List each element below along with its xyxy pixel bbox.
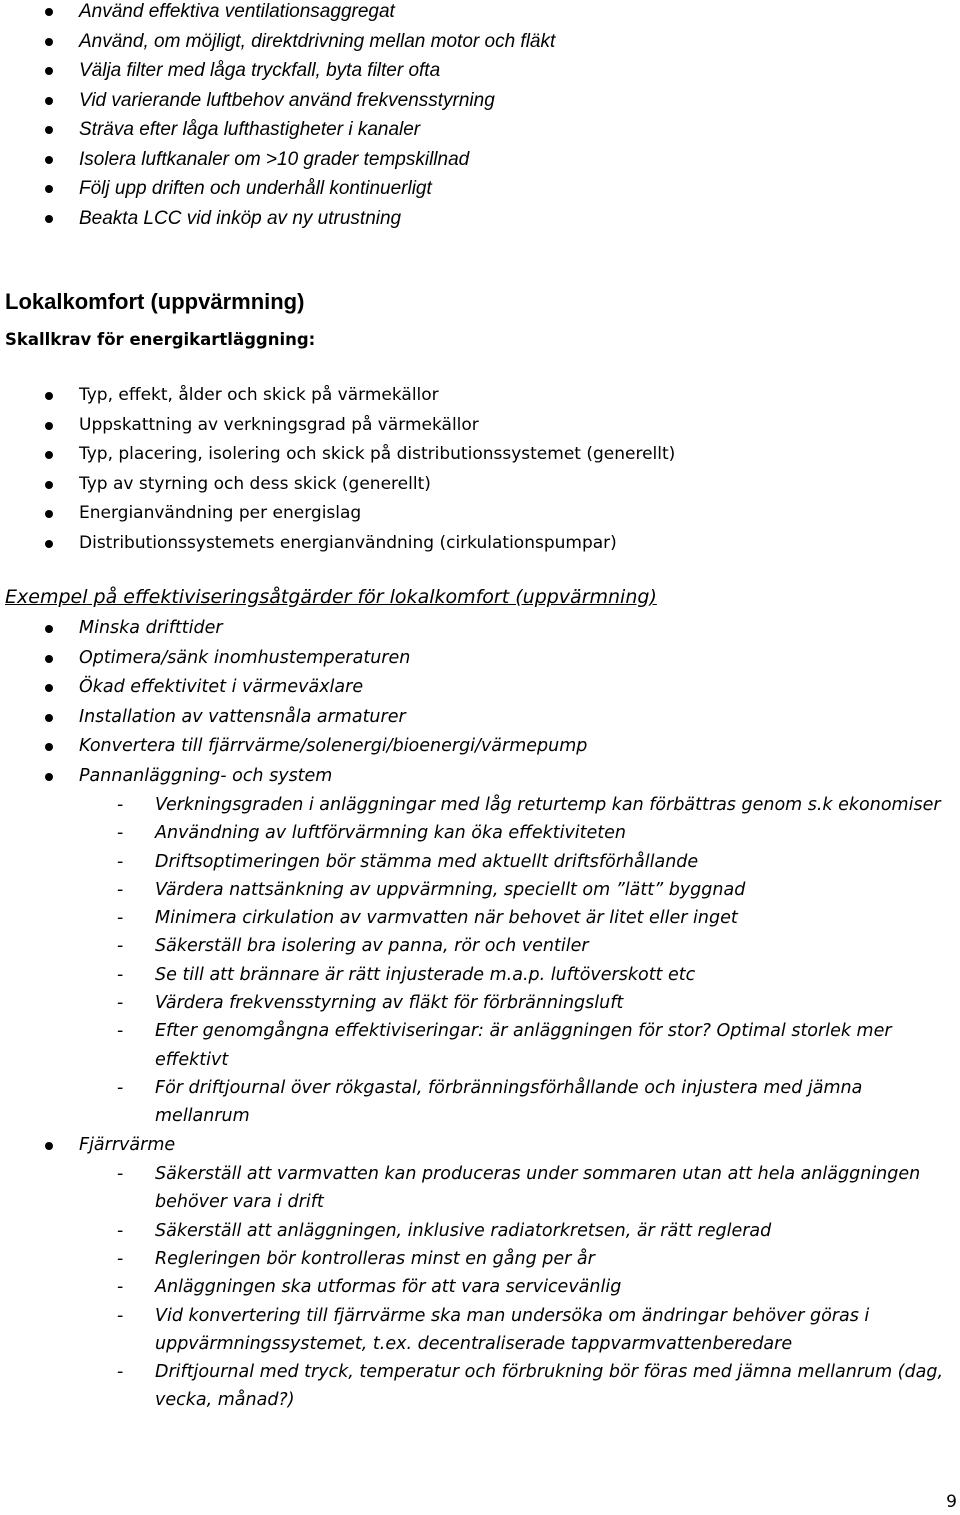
sublist-item: - Säkerställ bra isolering av panna, rör och ventiler (0, 932, 945, 960)
list-item: Använd effektiva ventilationsaggregat (0, 0, 555, 27)
list-item: Ökad effektivitet i värmeväxlare (0, 673, 945, 703)
sublist-item: - Vid konvertering till fjärrvärme ska man undersöka om ändringar behöver göras i uppvärmningssystemet, t.ex. decentraliserade tappvarmvattenberedare (0, 1302, 945, 1359)
sublist-item: - Användning av luftförvärmning kan öka effektiviteten (0, 819, 945, 847)
sublist-item: - Säkerställ att anläggningen, inklusive radiatorkretsen, är rätt reglerad (0, 1217, 945, 1245)
list-item: Beakta LCC vid inköp av ny utrustning (0, 204, 555, 234)
boiler-label: Pannanläggning- och system (79, 765, 333, 786)
list-item: Isolera luftkanaler om >10 grader tempskillnad (0, 145, 555, 175)
sublist-item: - Värdera frekvensstyrning av fläkt för förbränningsluft (0, 989, 945, 1017)
list-item: Välja filter med låga tryckfall, byta filter ofta (0, 56, 555, 86)
requirements-list (0, 381, 675, 558)
sublist-item: - Minimera cirkulation av varmvatten när behovet är litet eller inget (0, 904, 945, 932)
list-item-district-heating (0, 1131, 945, 1415)
sublist-item: - Anläggningen ska utformas för att vara servicevänlig (0, 1273, 945, 1301)
section-title: Lokalkomfort (uppvärmning) (5, 289, 305, 314)
examples-heading: Exempel på effektiviseringsåtgärder för lokalkomfort (uppvärmning) (5, 586, 657, 608)
page-number: 9 (946, 1492, 957, 1512)
list-item: Följ upp driften och underhåll kontinuerligt (0, 174, 555, 204)
list-item: Typ, placering, isolering och skick på distributionssystemet (generellt) (0, 440, 675, 470)
sublist-item: - Driftjournal med tryck, temperatur och förbrukning bör föras med jämna mellanrum (dag, vecka, månad?) (0, 1358, 945, 1415)
sublist-item: - Se till att brännare är rätt injusterade m.a.p. luftöverskott etc (0, 961, 945, 989)
sublist-item: - För driftjournal över rökgastal, förbränningsförhållande och injustera med jämna mellanrum (0, 1074, 945, 1131)
list-item: Vid varierande luftbehov använd frekvensstyrning (0, 86, 555, 116)
list-item: Konvertera till fjärrvärme/solenergi/bioenergi/värmepump (0, 732, 945, 762)
list-item: Typ av styrning och dess skick (generellt) (0, 470, 675, 500)
sublist-item: - Regleringen bör kontrolleras minst en gång per år (0, 1245, 945, 1273)
heating-measures-list (0, 614, 945, 1415)
list-item: Energianvändning per energislag (0, 499, 675, 529)
list-item: Sträva efter låga lufthastigheter i kanaler (0, 115, 555, 145)
list-item: Uppskattning av verkningsgrad på värmekällor (0, 411, 675, 441)
sublist-item: - Verkningsgraden i anläggningar med låg returtemp kan förbättras genom s.k ekonomiser (0, 791, 945, 819)
ventilation-measures-list (0, 0, 555, 233)
list-item: Installation av vattensnåla armaturer (0, 703, 945, 733)
sublist-item: - Driftsoptimeringen bör stämma med aktuellt driftsförhållande (0, 848, 945, 876)
list-item: Typ, effekt, ålder och skick på värmekällor (0, 381, 675, 411)
requirements-heading: Skallkrav för energikartläggning: (5, 330, 316, 349)
list-item: Optimera/sänk inomhustemperaturen (0, 644, 945, 674)
sublist-item: - Värdera nattsänkning av uppvärmning, speciellt om ”lätt” byggnad (0, 876, 945, 904)
district-heating-sublist (79, 1160, 945, 1415)
list-item-boiler (0, 762, 945, 1131)
district-heating-label: Fjärrvärme (79, 1134, 176, 1155)
sublist-item: - Säkerställ att varmvatten kan produceras under sommaren utan att hela anläggningen behöver vara i drift (0, 1160, 945, 1217)
list-item: Distributionssystemets energianvändning (cirkulationspumpar) (0, 529, 675, 559)
sublist-item: - Efter genomgångna effektiviseringar: är anläggningen för stor? Optimal storlek mer effektivt (0, 1017, 945, 1074)
boiler-sublist (79, 791, 945, 1131)
list-item: Använd, om möjligt, direktdrivning mellan motor och fläkt (0, 27, 555, 57)
list-item: Minska drifttider (0, 614, 945, 644)
